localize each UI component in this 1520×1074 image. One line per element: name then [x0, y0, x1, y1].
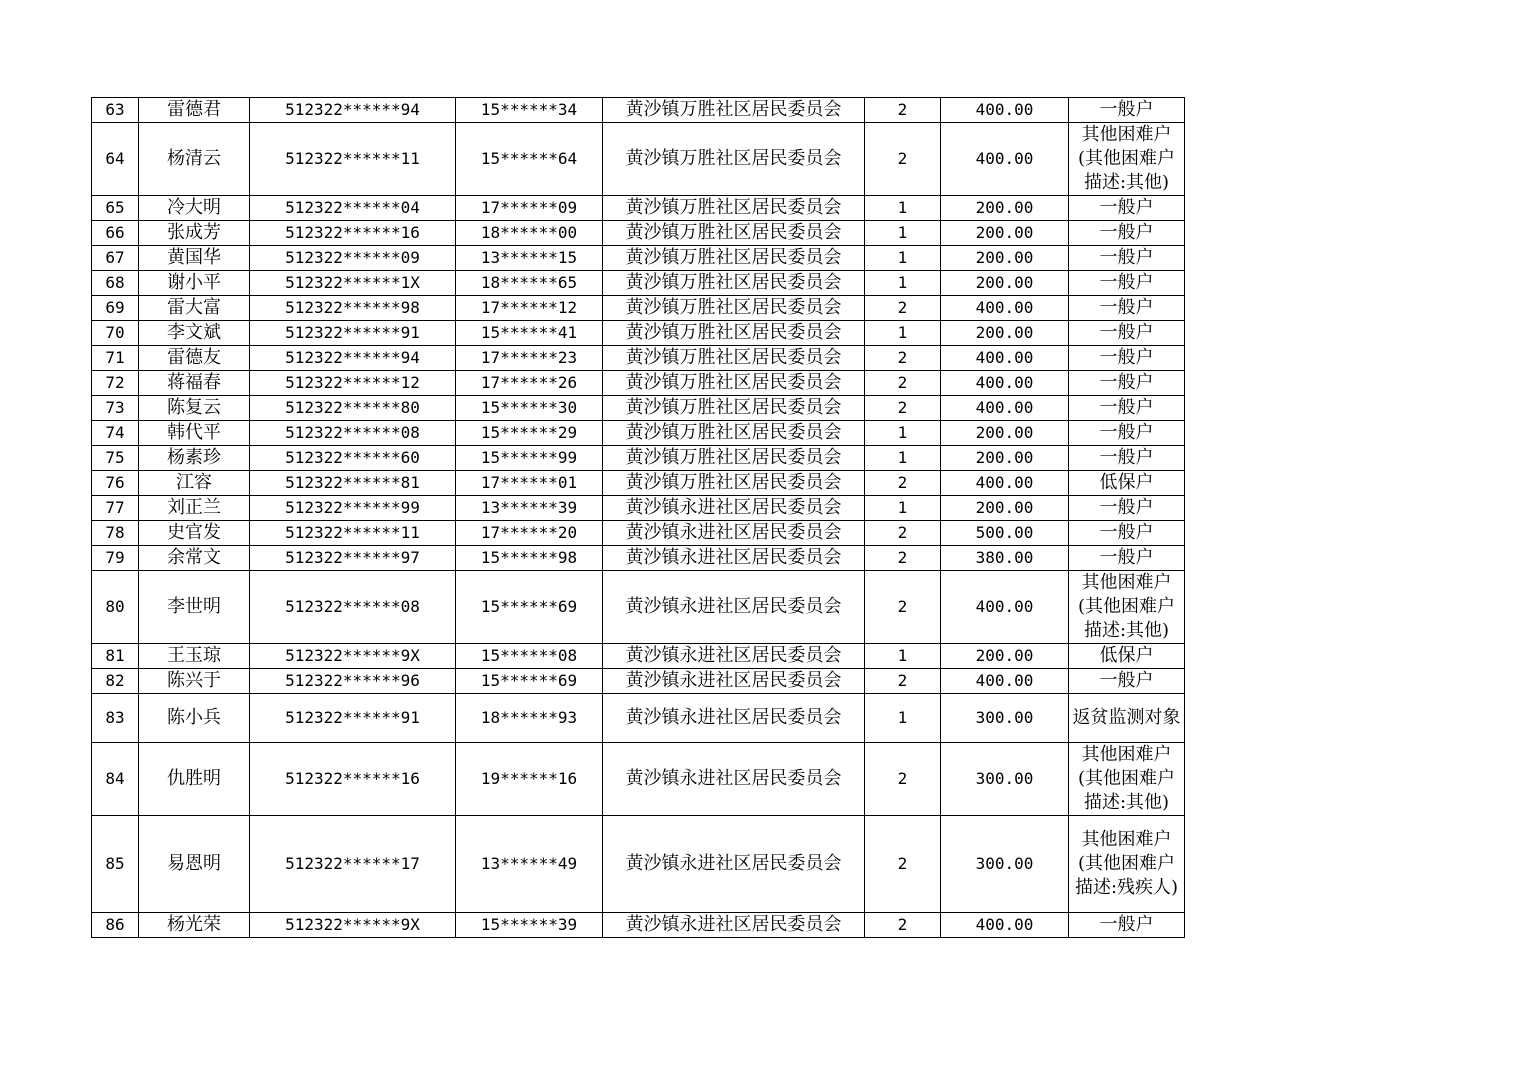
row-number: 82 [92, 669, 139, 694]
name-cell: 仇胜明 [139, 743, 250, 816]
table-row [92, 521, 1185, 546]
committee-cell: 黄沙镇万胜社区居民委员会 [603, 221, 865, 246]
table-row [92, 321, 1185, 346]
table-row [92, 396, 1185, 421]
id-number-cell: 512322******1X [250, 271, 456, 296]
row-number: 75 [92, 446, 139, 471]
household-size-cell: 1 [865, 221, 941, 246]
name-cell: 陈复云 [139, 396, 250, 421]
category-cell: 一般户 [1069, 446, 1185, 471]
amount-cell: 400.00 [941, 371, 1069, 396]
row-number: 67 [92, 246, 139, 271]
household-size-cell: 2 [865, 346, 941, 371]
name-cell: 雷德友 [139, 346, 250, 371]
name-cell: 李世明 [139, 571, 250, 644]
name-cell: 雷大富 [139, 296, 250, 321]
committee-cell: 黄沙镇万胜社区居民委员会 [603, 471, 865, 496]
category-cell: 其他困难户(其他困难户描述:其他) [1069, 123, 1185, 196]
table-row [92, 694, 1185, 743]
category-cell: 低保户 [1069, 644, 1185, 669]
row-number: 70 [92, 321, 139, 346]
id-number-cell: 512322******91 [250, 694, 456, 743]
household-size-cell: 1 [865, 644, 941, 669]
id-number-cell: 512322******17 [250, 816, 456, 913]
id-number-cell: 512322******81 [250, 471, 456, 496]
amount-cell: 400.00 [941, 913, 1069, 938]
row-number: 74 [92, 421, 139, 446]
household-size-cell: 2 [865, 296, 941, 321]
table-row [92, 296, 1185, 321]
name-cell: 蒋福春 [139, 371, 250, 396]
table-row [92, 98, 1185, 123]
amount-cell: 300.00 [941, 743, 1069, 816]
household-size-cell: 2 [865, 816, 941, 913]
id-number-cell: 512322******97 [250, 546, 456, 571]
row-number: 78 [92, 521, 139, 546]
committee-cell: 黄沙镇万胜社区居民委员会 [603, 98, 865, 123]
id-number-cell: 512322******9X [250, 644, 456, 669]
row-number: 68 [92, 271, 139, 296]
id-number-cell: 512322******16 [250, 743, 456, 816]
amount-cell: 400.00 [941, 123, 1069, 196]
household-size-cell: 2 [865, 913, 941, 938]
phone-cell: 19******16 [456, 743, 603, 816]
id-number-cell: 512322******60 [250, 446, 456, 471]
phone-cell: 17******26 [456, 371, 603, 396]
table-row [92, 743, 1185, 816]
name-cell: 雷德君 [139, 98, 250, 123]
household-size-cell: 2 [865, 98, 941, 123]
household-size-cell: 1 [865, 694, 941, 743]
category-cell: 一般户 [1069, 546, 1185, 571]
phone-cell: 15******69 [456, 571, 603, 644]
category-cell: 一般户 [1069, 913, 1185, 938]
id-number-cell: 512322******94 [250, 98, 456, 123]
phone-cell: 15******08 [456, 644, 603, 669]
id-number-cell: 512322******9X [250, 913, 456, 938]
category-cell: 一般户 [1069, 669, 1185, 694]
category-cell: 其他困难户(其他困难户描述:其他) [1069, 571, 1185, 644]
name-cell: 黄国华 [139, 246, 250, 271]
amount-cell: 200.00 [941, 496, 1069, 521]
amount-cell: 300.00 [941, 694, 1069, 743]
category-cell: 一般户 [1069, 246, 1185, 271]
table-row [92, 271, 1185, 296]
committee-cell: 黄沙镇万胜社区居民委员会 [603, 346, 865, 371]
table-row [92, 446, 1185, 471]
phone-cell: 13******15 [456, 246, 603, 271]
category-cell: 一般户 [1069, 396, 1185, 421]
table-row [92, 246, 1185, 271]
name-cell: 冷大明 [139, 196, 250, 221]
committee-cell: 黄沙镇永进社区居民委员会 [603, 743, 865, 816]
household-size-cell: 2 [865, 669, 941, 694]
name-cell: 杨清云 [139, 123, 250, 196]
phone-cell: 17******12 [456, 296, 603, 321]
table-row [92, 196, 1185, 221]
phone-cell: 15******69 [456, 669, 603, 694]
phone-cell: 15******64 [456, 123, 603, 196]
category-cell: 一般户 [1069, 346, 1185, 371]
committee-cell: 黄沙镇永进社区居民委员会 [603, 571, 865, 644]
row-number: 63 [92, 98, 139, 123]
row-number: 84 [92, 743, 139, 816]
name-cell: 易恩明 [139, 816, 250, 913]
row-number: 86 [92, 913, 139, 938]
table-row [92, 221, 1185, 246]
name-cell: 陈小兵 [139, 694, 250, 743]
table-row [92, 421, 1185, 446]
row-number: 71 [92, 346, 139, 371]
name-cell: 韩代平 [139, 421, 250, 446]
phone-cell: 17******01 [456, 471, 603, 496]
category-cell: 其他困难户(其他困难户描述:残疾人) [1069, 816, 1185, 913]
committee-cell: 黄沙镇永进社区居民委员会 [603, 913, 865, 938]
id-number-cell: 512322******11 [250, 123, 456, 196]
amount-cell: 400.00 [941, 346, 1069, 371]
id-number-cell: 512322******12 [250, 371, 456, 396]
category-cell: 其他困难户(其他困难户描述:其他) [1069, 743, 1185, 816]
table-body [92, 98, 1185, 938]
table-row [92, 123, 1185, 196]
id-number-cell: 512322******80 [250, 396, 456, 421]
row-number: 77 [92, 496, 139, 521]
committee-cell: 黄沙镇永进社区居民委员会 [603, 521, 865, 546]
household-size-cell: 1 [865, 271, 941, 296]
phone-cell: 15******30 [456, 396, 603, 421]
phone-cell: 18******65 [456, 271, 603, 296]
phone-cell: 13******49 [456, 816, 603, 913]
amount-cell: 200.00 [941, 421, 1069, 446]
committee-cell: 黄沙镇永进社区居民委员会 [603, 669, 865, 694]
amount-cell: 200.00 [941, 221, 1069, 246]
phone-cell: 15******39 [456, 913, 603, 938]
id-number-cell: 512322******08 [250, 421, 456, 446]
phone-cell: 15******34 [456, 98, 603, 123]
committee-cell: 黄沙镇万胜社区居民委员会 [603, 446, 865, 471]
amount-cell: 200.00 [941, 246, 1069, 271]
household-size-cell: 2 [865, 371, 941, 396]
phone-cell: 15******99 [456, 446, 603, 471]
category-cell: 一般户 [1069, 521, 1185, 546]
phone-cell: 13******39 [456, 496, 603, 521]
amount-cell: 400.00 [941, 98, 1069, 123]
phone-cell: 15******98 [456, 546, 603, 571]
table-row [92, 644, 1185, 669]
table-row [92, 913, 1185, 938]
household-size-cell: 2 [865, 546, 941, 571]
phone-cell: 17******09 [456, 196, 603, 221]
id-number-cell: 512322******98 [250, 296, 456, 321]
category-cell: 一般户 [1069, 321, 1185, 346]
category-cell: 一般户 [1069, 496, 1185, 521]
committee-cell: 黄沙镇万胜社区居民委员会 [603, 296, 865, 321]
amount-cell: 400.00 [941, 571, 1069, 644]
committee-cell: 黄沙镇永进社区居民委员会 [603, 496, 865, 521]
phone-cell: 15******29 [456, 421, 603, 446]
phone-cell: 17******23 [456, 346, 603, 371]
committee-cell: 黄沙镇万胜社区居民委员会 [603, 321, 865, 346]
id-number-cell: 512322******08 [250, 571, 456, 644]
phone-cell: 17******20 [456, 521, 603, 546]
category-cell: 一般户 [1069, 421, 1185, 446]
category-cell: 一般户 [1069, 296, 1185, 321]
name-cell: 杨素珍 [139, 446, 250, 471]
name-cell: 王玉琼 [139, 644, 250, 669]
amount-cell: 400.00 [941, 296, 1069, 321]
name-cell: 杨光荣 [139, 913, 250, 938]
phone-cell: 18******93 [456, 694, 603, 743]
name-cell: 刘正兰 [139, 496, 250, 521]
category-cell: 一般户 [1069, 98, 1185, 123]
table-row [92, 346, 1185, 371]
committee-cell: 黄沙镇永进社区居民委员会 [603, 816, 865, 913]
household-size-cell: 2 [865, 471, 941, 496]
household-size-cell: 1 [865, 321, 941, 346]
name-cell: 江容 [139, 471, 250, 496]
table-row [92, 471, 1185, 496]
name-cell: 张成芳 [139, 221, 250, 246]
id-number-cell: 512322******94 [250, 346, 456, 371]
row-number: 73 [92, 396, 139, 421]
household-size-cell: 2 [865, 123, 941, 196]
row-number: 79 [92, 546, 139, 571]
household-size-cell: 1 [865, 496, 941, 521]
recipient-table [91, 97, 1185, 938]
category-cell: 一般户 [1069, 371, 1185, 396]
amount-cell: 400.00 [941, 396, 1069, 421]
row-number: 66 [92, 221, 139, 246]
committee-cell: 黄沙镇万胜社区居民委员会 [603, 371, 865, 396]
committee-cell: 黄沙镇万胜社区居民委员会 [603, 196, 865, 221]
committee-cell: 黄沙镇万胜社区居民委员会 [603, 396, 865, 421]
amount-cell: 400.00 [941, 669, 1069, 694]
name-cell: 余常文 [139, 546, 250, 571]
amount-cell: 200.00 [941, 644, 1069, 669]
household-size-cell: 2 [865, 571, 941, 644]
phone-cell: 18******00 [456, 221, 603, 246]
amount-cell: 200.00 [941, 271, 1069, 296]
row-number: 65 [92, 196, 139, 221]
row-number: 83 [92, 694, 139, 743]
committee-cell: 黄沙镇万胜社区居民委员会 [603, 246, 865, 271]
table-row [92, 669, 1185, 694]
amount-cell: 300.00 [941, 816, 1069, 913]
name-cell: 谢小平 [139, 271, 250, 296]
row-number: 72 [92, 371, 139, 396]
id-number-cell: 512322******09 [250, 246, 456, 271]
name-cell: 李文斌 [139, 321, 250, 346]
id-number-cell: 512322******16 [250, 221, 456, 246]
table-row [92, 546, 1185, 571]
committee-cell: 黄沙镇永进社区居民委员会 [603, 644, 865, 669]
amount-cell: 200.00 [941, 321, 1069, 346]
row-number: 81 [92, 644, 139, 669]
household-size-cell: 1 [865, 421, 941, 446]
row-number: 76 [92, 471, 139, 496]
id-number-cell: 512322******91 [250, 321, 456, 346]
row-number: 80 [92, 571, 139, 644]
id-number-cell: 512322******96 [250, 669, 456, 694]
name-cell: 史官发 [139, 521, 250, 546]
id-number-cell: 512322******11 [250, 521, 456, 546]
household-size-cell: 2 [865, 521, 941, 546]
household-size-cell: 2 [865, 396, 941, 421]
committee-cell: 黄沙镇万胜社区居民委员会 [603, 421, 865, 446]
committee-cell: 黄沙镇万胜社区居民委员会 [603, 123, 865, 196]
table-row [92, 571, 1185, 644]
category-cell: 一般户 [1069, 221, 1185, 246]
phone-cell: 15******41 [456, 321, 603, 346]
amount-cell: 200.00 [941, 196, 1069, 221]
category-cell: 低保户 [1069, 471, 1185, 496]
amount-cell: 200.00 [941, 446, 1069, 471]
table-row [92, 496, 1185, 521]
amount-cell: 380.00 [941, 546, 1069, 571]
row-number: 85 [92, 816, 139, 913]
household-size-cell: 1 [865, 246, 941, 271]
household-size-cell: 1 [865, 196, 941, 221]
id-number-cell: 512322******04 [250, 196, 456, 221]
committee-cell: 黄沙镇永进社区居民委员会 [603, 546, 865, 571]
household-size-cell: 2 [865, 743, 941, 816]
name-cell: 陈兴于 [139, 669, 250, 694]
row-number: 64 [92, 123, 139, 196]
row-number: 69 [92, 296, 139, 321]
committee-cell: 黄沙镇永进社区居民委员会 [603, 694, 865, 743]
category-cell: 返贫监测对象 [1069, 694, 1185, 743]
amount-cell: 500.00 [941, 521, 1069, 546]
amount-cell: 400.00 [941, 471, 1069, 496]
table-row [92, 371, 1185, 396]
id-number-cell: 512322******99 [250, 496, 456, 521]
table-row [92, 816, 1185, 913]
category-cell: 一般户 [1069, 271, 1185, 296]
committee-cell: 黄沙镇万胜社区居民委员会 [603, 271, 865, 296]
category-cell: 一般户 [1069, 196, 1185, 221]
household-size-cell: 1 [865, 446, 941, 471]
